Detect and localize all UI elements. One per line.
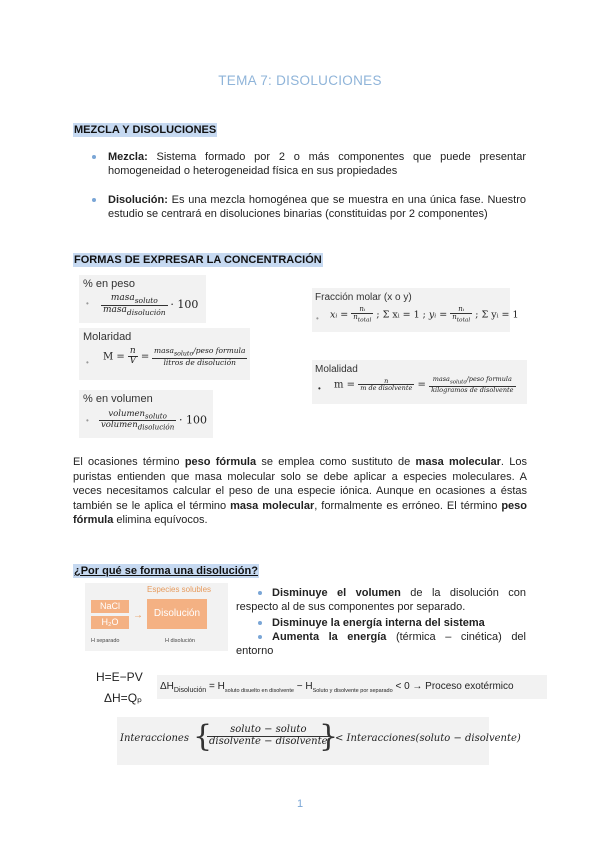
bullet-aumenta-energia: Aumenta la energía (térmica – cinética) del entorno [236, 631, 526, 657]
section-heading-mezcla: MEZCLA Y DISOLUCIONES [74, 124, 217, 136]
equation-delta-h: $\Delta H_{Disolución} = H_{soluto disuelto en disolvente} - H_{Soluto y disolvente por separado} < 0$ → Proceso exotérmico [157, 675, 547, 699]
bullet-dot [92, 155, 96, 159]
paragraph-peso-formula: El ocasiones término peso fórmula se emplea como sustituto de masa molecular. Los puristas entienden que masa molecular solo se debe aplicar a especies moleculares. A veces necesitamos calcular el peso de una especie iónica. Aunque en ocasiones a éstas también se le aplica el término masa molecular, formalmente es erróneo. El término peso fórmula elimina equívocos. [73, 456, 528, 526]
formula-volumen: % en volumen • $\frac{volumen_{soluto}}{volumen_{disolución}}$ · 100 [79, 390, 213, 438]
equation-enthalpy: H=E−PV [96, 670, 143, 684]
formula-molaridad: Molaridad • M = $\frac{n}{V}$ = $\frac{masa_{soluto}/peso formula}{\text{litros de disolución}}$ [79, 328, 250, 380]
bullet-dot [258, 621, 262, 625]
bullet-disolucion: Disolución: Es una mezcla homogénea que se muestra en una única fase. Nuestro estudio se centrará en disoluciones binarias (constituidas por 2 componentes) [108, 194, 526, 220]
formula-fraccion-molar: Fracción molar (x o y) • xᵢ = $\frac{\text{nᵢ}}{n_{total}}$ ; Σ xᵢ = 1 ; yᵢ = $\frac{\text{nᵢ}}{n_{total}}$ ; Σ yᵢ = 1 [312, 288, 510, 332]
formula-molalidad: Molalidad • m = $\frac{n}{\text{m de disolvente}}$ = $\frac{masa_{soluto}/peso formula}{\text{kilogramos de disolvente}}$ [312, 360, 527, 404]
bullet-dot [92, 198, 96, 202]
bullet-volumen: Disminuye el volumen de la disolución con respecto al de sus componentes por separado. [236, 587, 526, 613]
bullet-mezcla: Mezcla: Sistema formado por 2 o más componentes que puede presentar homogeneidad o heterogeneidad física en sus propiedades [108, 151, 526, 177]
page-title: TEMA 7: DISOLUCIONES [218, 73, 382, 88]
section-heading-concentracion: FORMAS DE EXPRESAR LA CONCENTRACIÓN [74, 254, 322, 266]
bullet-energia-interna: Disminuye la energía interna del sistema [272, 617, 485, 629]
equation-interacciones: Interacciones { soluto − soluto disolvente − disolvente } < Interacciones(soluto − disolvente) [117, 717, 489, 765]
equation-heat: ΔH=Qₚ [104, 691, 143, 705]
formula-peso: % en peso • $\frac{masa_{soluto}}{masa_{disolución}}$ · 100 [79, 275, 206, 323]
dissolution-diagram: Especies solubles NaCl H₂O → Disolución H separado H disolución [85, 583, 228, 651]
section-heading-disolucion: ¿Por qué se forma una disolución? [74, 565, 258, 577]
page-number: 1 [296, 798, 304, 810]
